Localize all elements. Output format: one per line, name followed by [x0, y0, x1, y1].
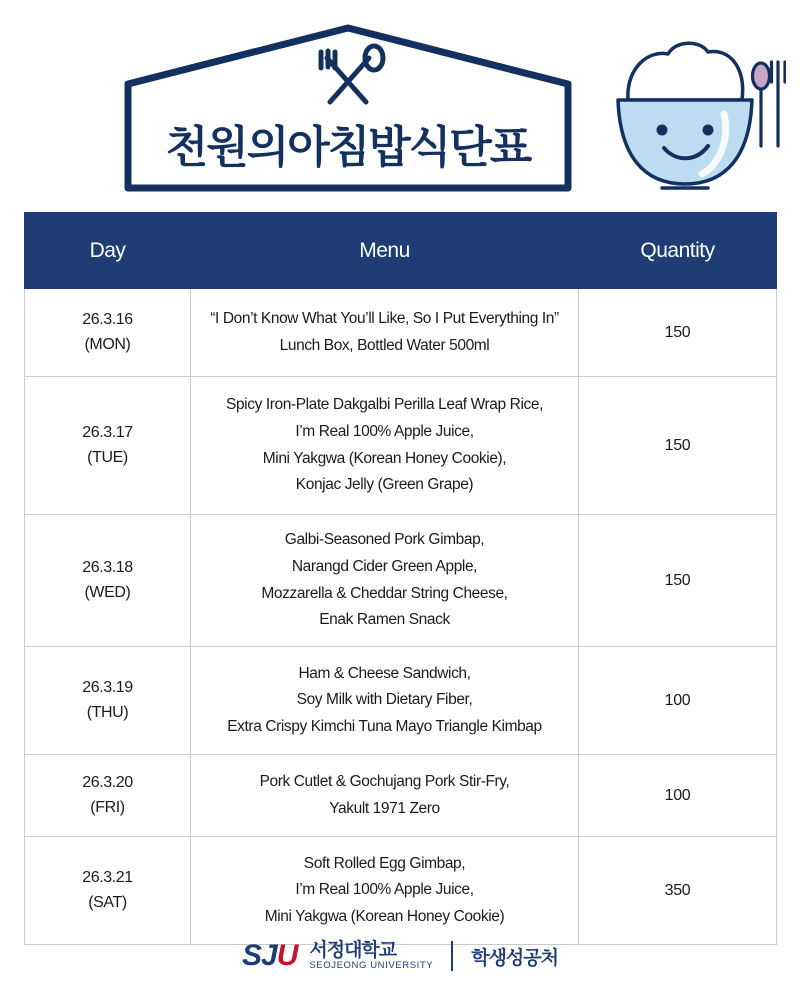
day-date: 26.3.21 [82, 868, 133, 886]
menu-line: I’m Real 100% Apple Juice, [295, 881, 474, 899]
menu-line: I’m Real 100% Apple Juice, [295, 422, 474, 440]
cell-quantity: 100 [579, 755, 777, 837]
day-date: 26.3.18 [82, 558, 133, 576]
sju-wordmark [242, 941, 297, 971]
menu-line: Lunch Box, Bottled Water 500ml [279, 336, 490, 354]
department-name: 학생성공처 [471, 946, 558, 969]
cell-day [25, 515, 191, 647]
menu-line: Konjac Jelly (Green Grape) [295, 476, 474, 494]
table-body [25, 289, 777, 945]
university-name-ko: 서정대학교 [309, 939, 397, 962]
smiling-rice-bowl-icon [596, 38, 786, 203]
university-name-en: SEOJEONG UNIVERSITY [309, 960, 434, 972]
table-row [25, 647, 777, 755]
table-row [25, 755, 777, 837]
column-header-quantity: Quantity [579, 213, 777, 289]
footer-divider [451, 941, 453, 971]
cell-day [25, 289, 191, 377]
menu-line: Soy Milk with Dietary Fiber, [296, 691, 473, 709]
university-name-block [309, 940, 433, 972]
table-row [25, 837, 777, 945]
cell-day [25, 837, 191, 945]
day-weekday: (TUE) [87, 448, 128, 466]
table-row [25, 289, 777, 377]
cell-quantity: 100 [579, 647, 777, 755]
cell-menu [191, 647, 579, 755]
column-header-menu: Menu [191, 213, 579, 289]
day-weekday: (SAT) [88, 893, 127, 911]
logo-letter-j: J [261, 939, 277, 973]
cell-quantity: 150 [579, 289, 777, 377]
menu-line: Mozzarella & Cheddar String Cheese, [261, 584, 508, 602]
menu-line: Spicy Iron-Plate Dakgalbi Perilla Leaf Wrap Rice, [226, 396, 543, 414]
cell-menu [191, 755, 579, 837]
menu-line: Pork Cutlet & Gochujang Pork Stir-Fry, [259, 772, 510, 790]
cell-menu [191, 377, 579, 515]
day-weekday: (THU) [86, 703, 129, 721]
menu-table [24, 212, 777, 945]
menu-line: Mini Yakgwa (Korean Honey Cookie), [262, 449, 507, 467]
menu-line: Enak Ramen Snack [319, 611, 450, 629]
cell-menu [191, 515, 579, 647]
page-title: 천원의아침밥식단표 [165, 122, 531, 173]
menu-line: Extra Crispy Kimchi Tuna Mayo Triangle Kimbap [227, 717, 542, 735]
menu-line: Narangd Cider Green Apple, [291, 557, 478, 575]
day-weekday: (WED) [84, 583, 131, 601]
day-date: 26.3.17 [82, 423, 133, 441]
menu-line: Ham & Cheese Sandwich, [298, 664, 471, 682]
menu-line: Galbi-Seasoned Pork Gimbap, [284, 531, 485, 549]
table-header-row [25, 213, 777, 289]
day-weekday: (FRI) [90, 798, 125, 816]
menu-line: “I Don’t Know What You’ll Like, So I Put Everything In” [210, 309, 559, 327]
cell-menu [191, 837, 579, 945]
menu-line: Soft Rolled Egg Gimbap, [303, 854, 466, 872]
column-header-day: Day [25, 213, 191, 289]
table-header [25, 213, 777, 289]
title-banner [122, 22, 574, 194]
cell-day [25, 755, 191, 837]
day-date: 26.3.16 [82, 310, 133, 328]
cell-quantity: 350 [579, 837, 777, 945]
cell-quantity: 150 [579, 515, 777, 647]
cell-day [25, 647, 191, 755]
header [0, 0, 800, 210]
table-row [25, 515, 777, 647]
table-row [25, 377, 777, 515]
cell-day [25, 377, 191, 515]
day-date: 26.3.19 [82, 678, 133, 696]
cell-menu [191, 289, 579, 377]
cell-quantity: 150 [579, 377, 777, 515]
menu-line: Mini Yakgwa (Korean Honey Cookie) [264, 907, 505, 925]
footer-logo [0, 940, 800, 972]
day-date: 26.3.20 [82, 773, 133, 791]
menu-line: Yakult 1971 Zero [329, 799, 440, 817]
logo-letter-u: U [276, 939, 298, 973]
logo-letter-s: S [242, 939, 262, 973]
day-weekday: (MON) [84, 335, 131, 353]
